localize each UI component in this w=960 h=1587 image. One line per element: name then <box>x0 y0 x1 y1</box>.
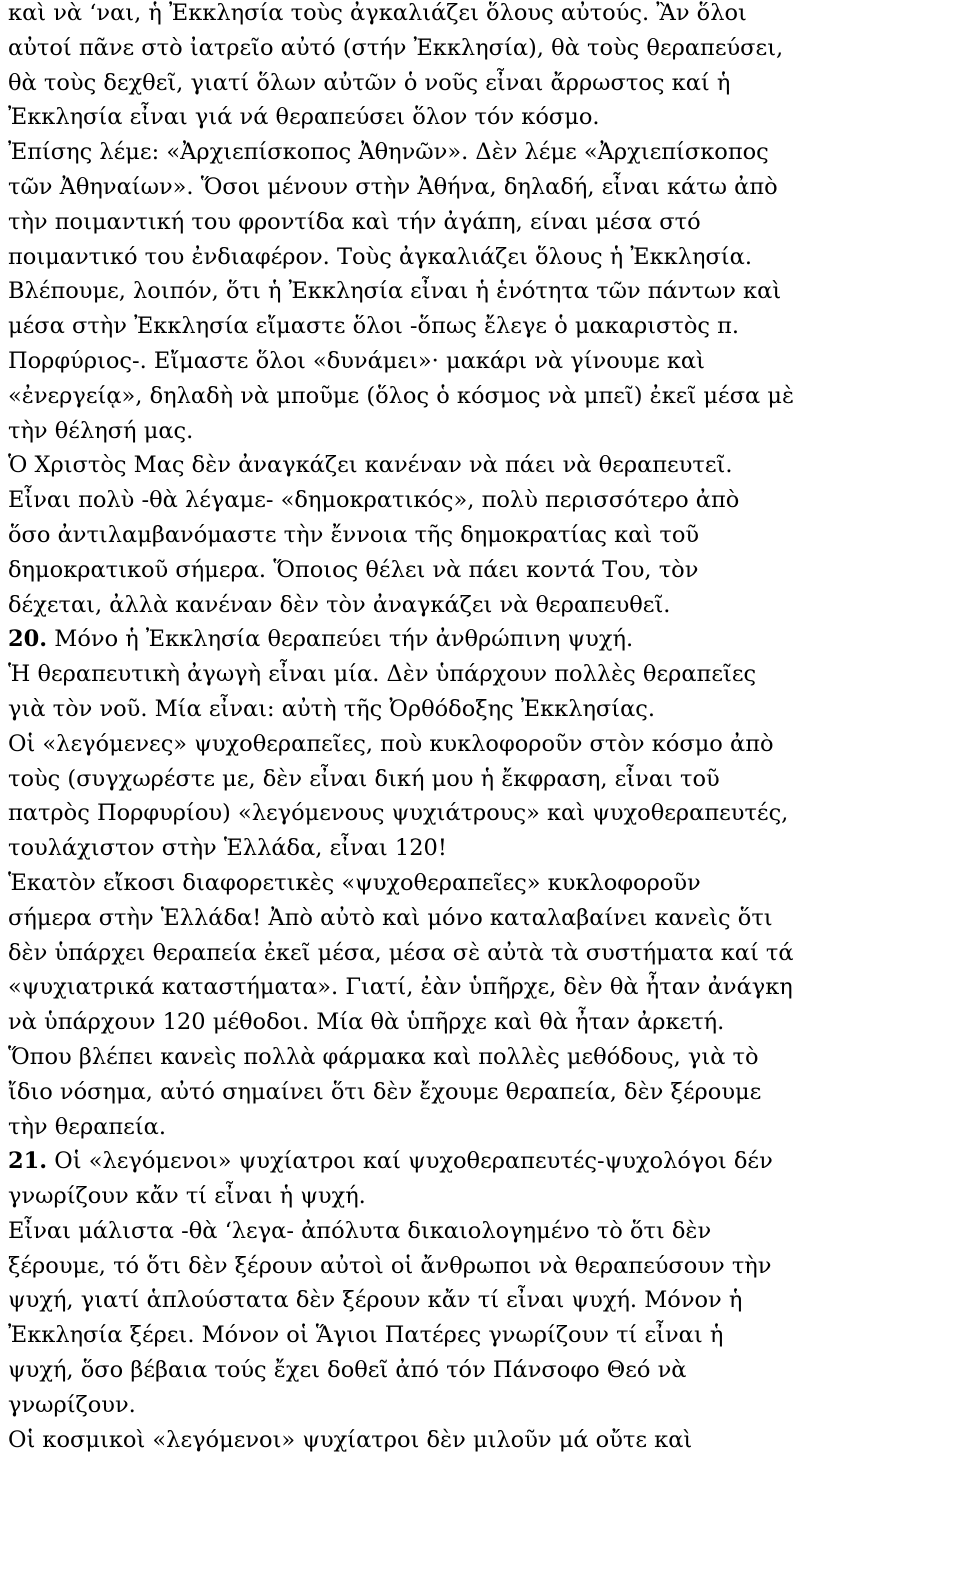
text-line: Ἐκκλησία ξέρει. Μόνον οἱ Ἅγιοι Πατέρες γνωρίζουν τί εἶναι ἡ <box>8 1322 724 1349</box>
section-number: 21. <box>8 1148 48 1175</box>
section-21-heading <box>8 1144 952 1179</box>
text-line: «ψυχιατρικά καταστήματα». Γιατί, ἐὰν ὑπῆρχε, δὲν θὰ ἦταν ἀνάγκη <box>8 974 793 1001</box>
text-line: Ὅπου βλέπει κανεὶς πολλὰ φάρμακα καὶ πολλὲς μεθόδους, γιὰ τὸ <box>8 1043 759 1070</box>
text-line: ψυχή, γιατί ἁπλούστατα δὲν ξέρουν κἄν τί εἶναι ψυχή. Μόνον ἡ <box>8 1287 743 1314</box>
section-heading-text: Οἱ «λεγόμενοι» ψυχίατροι καί ψυχοθεραπευτές-ψυχολόγοι δέν <box>47 1148 773 1175</box>
text-line: τὴν θέλησή μας. <box>8 417 194 444</box>
text-line: δημοκρατικοῦ σήμερα. Ὅποιος θέλει νὰ πάει κοντά Του, τὸν <box>8 556 699 583</box>
text-line: Ὁ Χριστὸς Μας δὲν ἀναγκάζει κανέναν νὰ πάει νὰ θεραπευτεῖ. <box>8 452 733 479</box>
text-line: ποιμαντικό του ἐνδιαφέρον. Τοὺς ἀγκαλιάζει ὅλους ἡ Ἐκκλησία. <box>8 243 752 270</box>
text-line: Εἶναι πολὺ -θὰ λέγαμε- «δημοκρατικός», πολὺ περισσότερο ἀπὸ <box>8 487 740 514</box>
text-line: νὰ ὑπάρχουν 120 μέθοδοι. Μία θὰ ὑπῆρχε καὶ θὰ ἦταν ἀρκετή. <box>8 1009 725 1036</box>
text-line: Οἱ «λεγόμενες» ψυχοθεραπεῖες, ποὺ κυκλοφοροῦν στὸν κόσμο ἀπὸ <box>8 730 774 757</box>
text-line: Εἶναι μάλιστα -θὰ ‘λεγα- ἀπόλυτα δικαιολογημένο τὸ ὅτι δὲν <box>8 1217 712 1244</box>
text-line: ξέρουμε, τό ὅτι δὲν ξέρουν αὐτοὶ οἱ ἄνθρωποι νὰ θεραπεύσουν τὴν <box>8 1252 772 1279</box>
section-20-heading <box>8 622 952 657</box>
text-line: θὰ τοὺς δεχθεῖ, γιατί ὅλων αὐτῶν ὁ νοῦς εἶναι ἄρρωστος καί ἡ <box>8 69 731 96</box>
text-line: Ἑκατὸν εἴκοσι διαφορετικὲς «ψυχοθεραπεῖες» κυκλοφοροῦν <box>8 869 701 896</box>
text-line: αὐτοί πᾶνε στὸ ἰατρεῖο αὐτό (στήν Ἐκκλησία), θὰ τοὺς θεραπεύσει, <box>8 34 784 61</box>
text-line: Ἐκκλησία εἶναι γιά νά θεραπεύσει ὅλον τόν κόσμο. <box>8 104 600 131</box>
text-line: ψυχή, ὅσο βέβαια τούς ἔχει δοθεῖ ἀπό τόν Πάνσοφο Θεό νὰ <box>8 1357 687 1384</box>
text-line: τουλάχιστον στὴν Ἑλλάδα, εἶναι 120! <box>8 835 447 862</box>
text-line: Πορφύριος-. Εἴμαστε ὅλοι «δυνάμει»· μακάρι νὰ γίνουμε καὶ <box>8 347 705 374</box>
text-line: Οἱ κοσμικοὶ «λεγόμενοι» ψυχίατροι δὲν μιλοῦν μά οὔτε καὶ <box>8 1426 693 1453</box>
text-line: δὲν ὑπάρχει θεραπεία ἐκεῖ μέσα, μέσα σὲ αὐτὰ τὰ συστήματα καί τά <box>8 939 794 966</box>
text-line: δέχεται, ἀλλὰ κανέναν δὲν τὸν ἀναγκάζει νὰ θεραπευθεῖ. <box>8 591 671 618</box>
text-line: τὴν ποιμαντική του φροντίδα καὶ τήν ἀγάπη, είναι μέσα στό <box>8 208 701 235</box>
text-line: καὶ νὰ ‘ναι, ἡ Ἐκκλησία τοὺς ἀγκαλιάζει ὅλους αὐτούς. Ἂν ὅλοι <box>8 0 747 26</box>
text-line: πατρὸς Πορφυρίου) «λεγόμενους ψυχιάτρους» καὶ ψυχοθεραπευτές, <box>8 800 789 827</box>
text-line: Βλέπουμε, λοιπόν, ὅτι ἡ Ἐκκλησία εἶναι ἡ ἑνότητα τῶν πάντων καὶ <box>8 278 782 305</box>
text-line: τὴν θεραπεία. <box>8 1113 166 1140</box>
text-line: «ἐνεργείᾳ», δηλαδὴ νὰ μποῦμε (ὅλος ὁ κόσμος νὰ μπεῖ) ἐκεῖ μέσα μὲ <box>8 382 795 409</box>
section-heading-text: Μόνο ἡ Ἐκκλησία θεραπεύει τήν ἀνθρώπινη ψυχή. <box>47 626 634 653</box>
text-line: γνωρίζουν. <box>8 1391 136 1418</box>
text-line: Ἐπίσης λέμε: «Ἀρχιεπίσκοπος Ἀθηνῶν». Δὲν λέμε «Ἀρχιεπίσκοπος <box>8 139 769 166</box>
text-line: τοὺς (συγχωρέστε με, δὲν εἶναι δική μου ἡ ἔκφραση, εἶναι τοῦ <box>8 765 720 792</box>
text-line: ἴδιο νόσημα, αὐτό σημαίνει ὅτι δὲν ἔχουμε θεραπεία, δὲν ξέρουμε <box>8 1078 762 1105</box>
text-line: τῶν Ἀθηναίων». Ὅσοι μένουν στὴν Ἀθήνα, δηλαδή, εἶναι κάτω ἀπὸ <box>8 173 778 200</box>
text-line: μέσα στὴν Ἐκκλησία εἴμαστε ὅλοι -ὅπως ἔλεγε ὁ μακαριστὸς π. <box>8 313 740 340</box>
text-line: ὅσο ἀντιλαμβανόμαστε τὴν ἔννοια τῆς δημοκρατίας καὶ τοῦ <box>8 521 700 548</box>
text-line: σήμερα στὴν Ἑλλάδα! Ἀπὸ αὐτὸ καὶ μόνο καταλαβαίνει κανεὶς ὅτι <box>8 904 773 931</box>
text-line: γνωρίζουν κἄν τί εἶναι ἡ ψυχή. <box>8 1183 366 1210</box>
text-line: γιὰ τὸν νοῦ. Μία εἶναι: αὐτὴ τῆς Ὀρθόδοξης Ἐκκλησίας. <box>8 695 656 722</box>
text-line: Ἡ θεραπευτικὴ ἀγωγὴ εἶναι μία. Δὲν ὑπάρχουν πολλὲς θεραπεῖες <box>8 661 757 688</box>
section-number: 20. <box>8 626 48 653</box>
